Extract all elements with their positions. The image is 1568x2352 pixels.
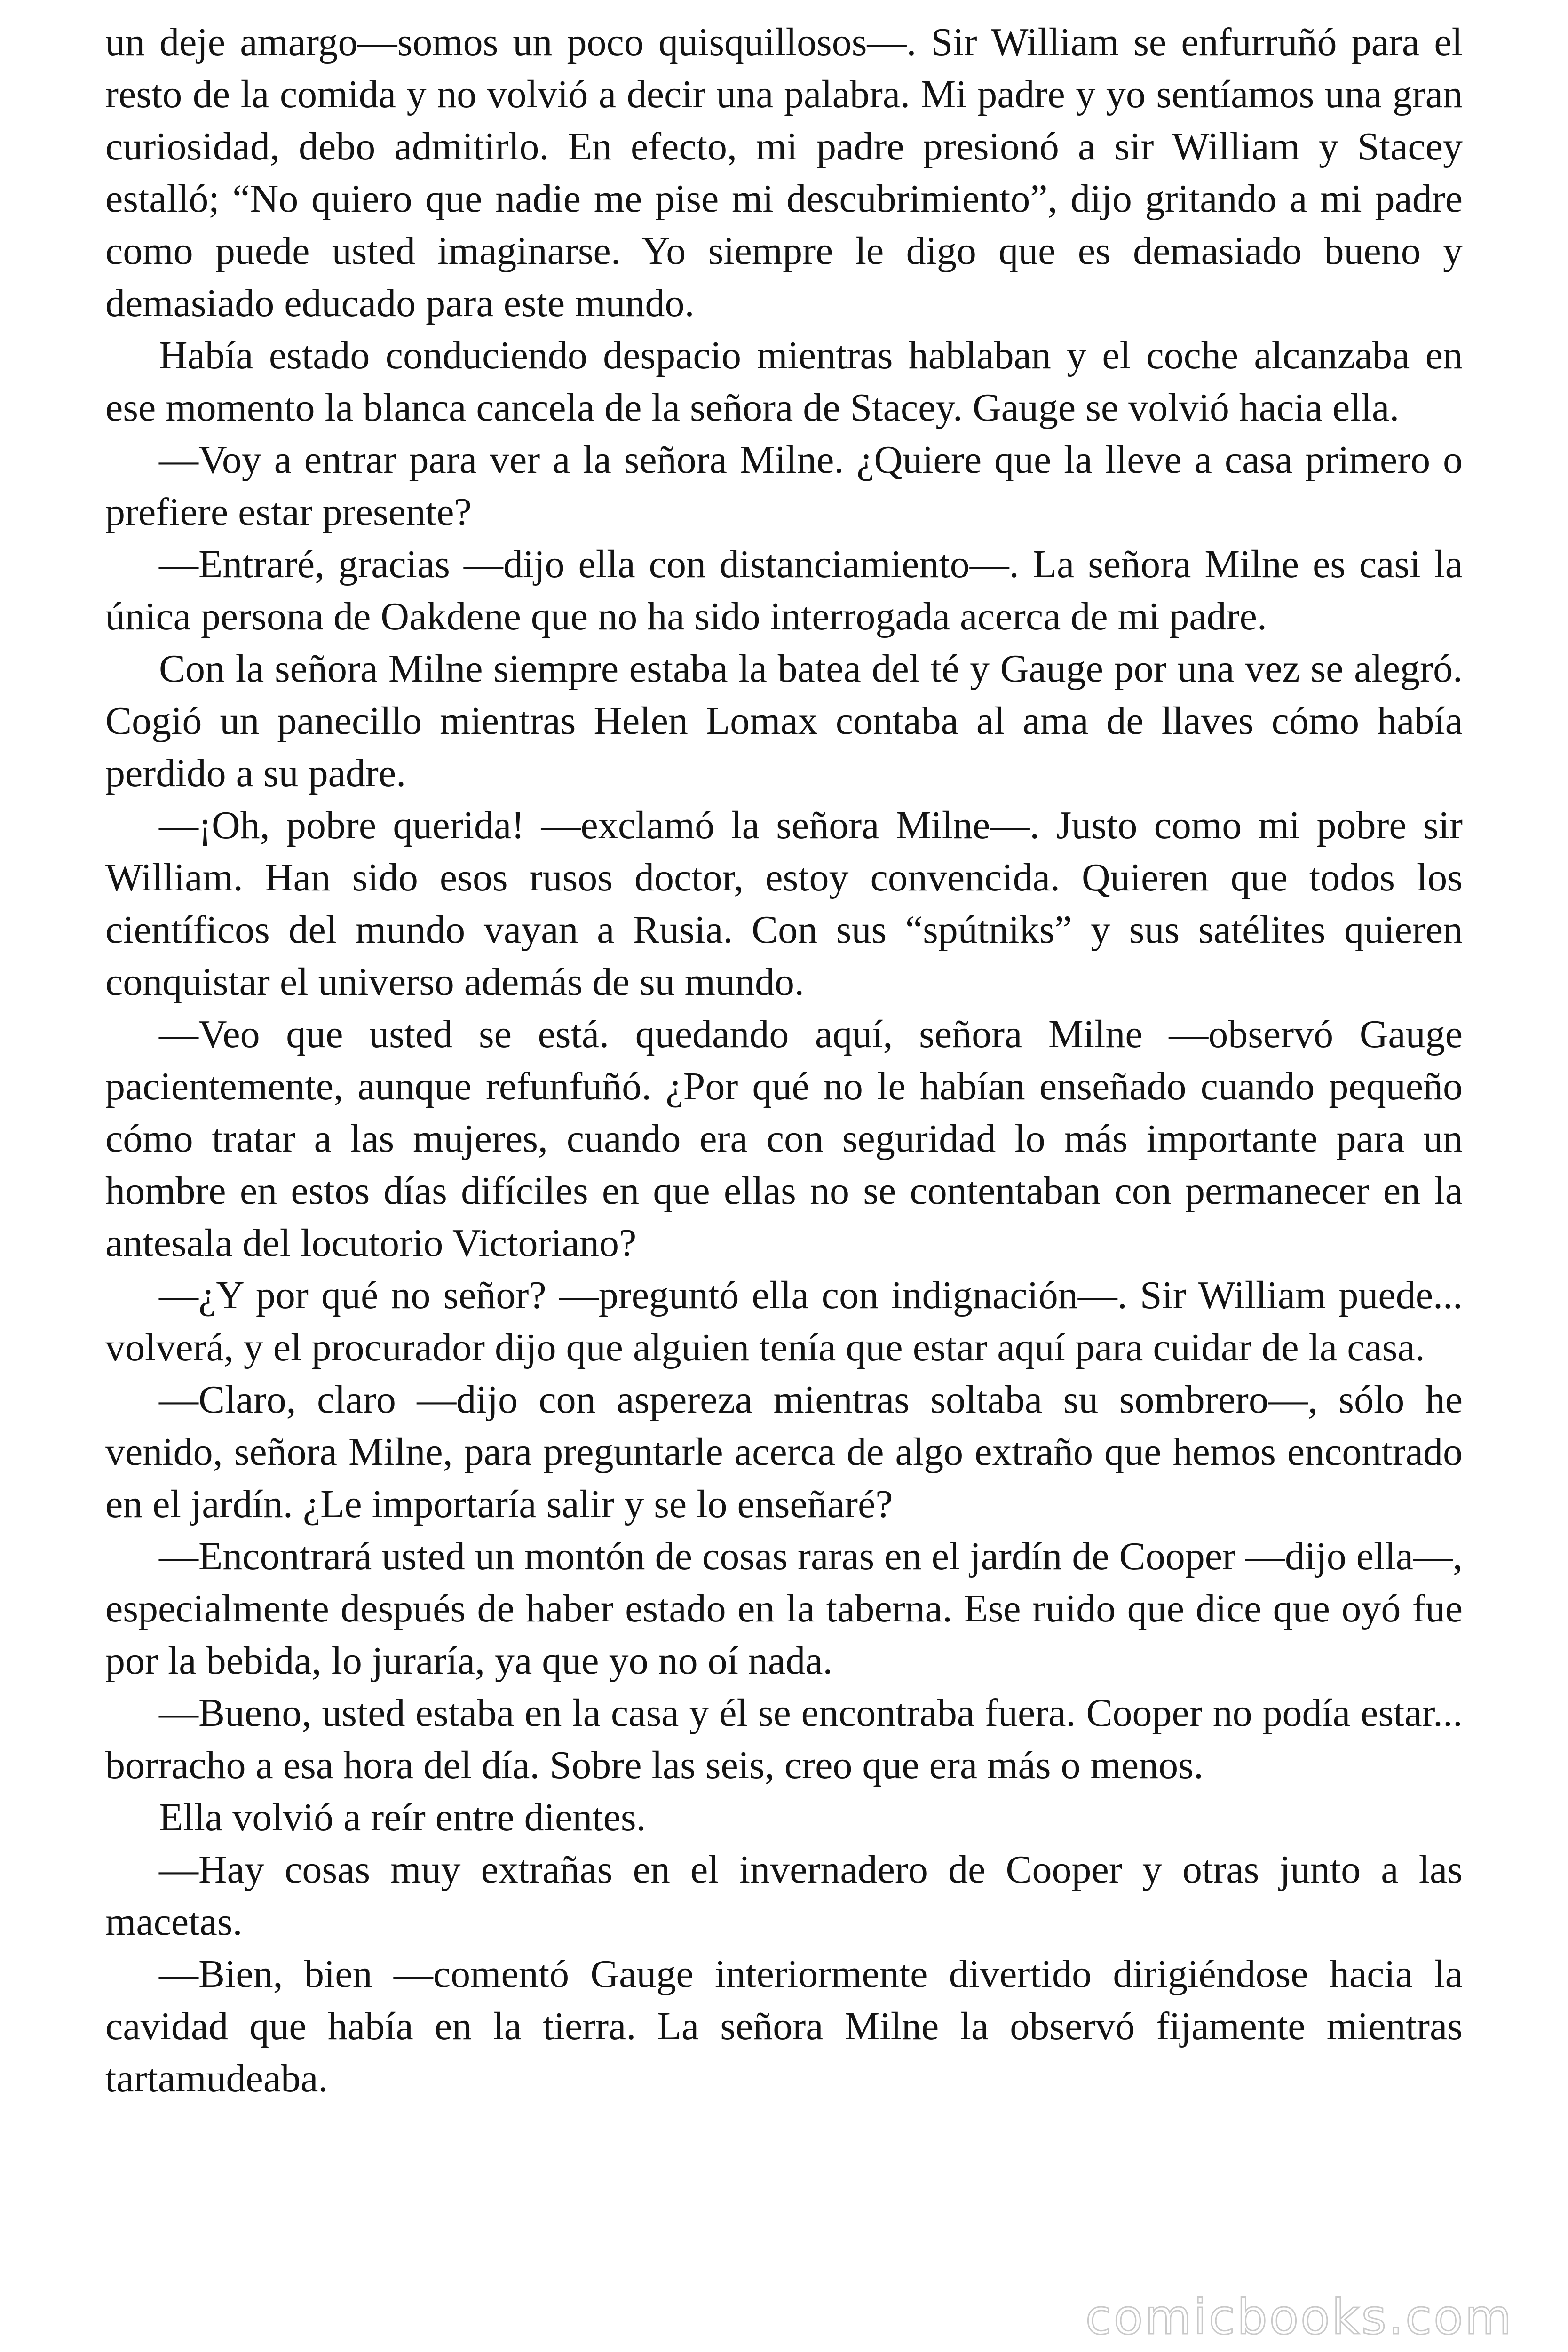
paragraph: Con la señora Milne siempre estaba la batea del té y Gauge por una vez se alegró. Cogió un panecillo mientras Helen Lomax contaba al ama de llaves cómo había perdido a su padre. (105, 647, 1463, 795)
paragraph: Ella volvió a reír entre dientes. (159, 1796, 646, 1839)
paragraph: —Bueno, usted estaba en la casa y él se encontraba fuera. Cooper no podía estar... borracho a esa hora del día. Sobre las seis, creo que era más o menos. (105, 1691, 1463, 1787)
paragraph: —Entraré, gracias —dijo ella con distanciamiento—. La señora Milne es casi la única persona de Oakdene que no ha sido interrogada acerca de mi padre. (105, 542, 1463, 638)
paragraph: —Encontrará usted un montón de cosas raras en el jardín de Cooper —dijo ella—, especialmente después de haber estado en la taberna. Ese ruido que dice que oyó fue por la bebida, lo juraría, ya que yo no oí nada. (105, 1534, 1463, 1683)
paragraph: —Claro, claro —dijo con aspereza mientras soltaba su sombrero—, sólo he venido, señora Milne, para preguntarle acerca de algo extraño que hemos encontrado en el jardín. ¿Le importaría salir y se lo enseñaré? (105, 1378, 1463, 1526)
paragraph: —Voy a entrar para ver a la señora Milne. ¿Quiere que la lleve a casa primero o prefiere estar presente? (105, 438, 1463, 534)
document-page (105, 16, 1463, 2105)
paragraph: un deje amargo—somos un poco quisquillosos—. Sir William se enfurruñó para el resto de la comida y no volvió a decir una palabra. Mi padre y yo sentíamos una gran curiosidad, debo admitirlo. En efecto, mi padre presionó a sir William y Stacey estalló; “No quiero que nadie me pise mi descubrimiento”, dijo gritando a mi padre como puede usted imaginarse. Yo siempre le digo que es demasiado bueno y demasiado educado para este mundo. (105, 20, 1463, 325)
paragraph: —Veo que usted se está. quedando aquí, señora Milne —observó Gauge pacientemente, aunque refunfuñó. ¿Por qué no le habían enseñado cuando pequeño cómo tratar a las mujeres, cuando era con seguridad lo más importante para un hombre en estos días difíciles en que ellas no se contentaban con permanecer en la antesala del locutorio Victoriano? (105, 1012, 1463, 1265)
paragraph: —Hay cosas muy extrañas en el invernadero de Cooper y otras junto a las macetas. (105, 1848, 1463, 1944)
paragraph: Había estado conduciendo despacio mientras hablaban y el coche alcanzaba en ese momento la blanca cancela de la señora de Stacey. Gauge se volvió hacia ella. (105, 334, 1463, 429)
paragraph: —¡Oh, pobre querida! —exclamó la señora Milne—. Justo como mi pobre sir William. Han sido esos rusos doctor, estoy convencida. Quieren que todos los científicos del mundo vayan a Rusia. Con sus “spútniks” y sus satélites quieren conquistar el universo además de su mundo. (105, 803, 1463, 1004)
paragraph: —¿Y por qué no señor? —preguntó ella con indignación—. Sir William puede... volverá, y el procurador dijo que alguien tenía que estar aquí para cuidar de la casa. (105, 1273, 1463, 1369)
site-watermark: comicbooks.com (1085, 2289, 1513, 2345)
paragraph: —Bien, bien —comentó Gauge interiormente divertido dirigiéndose hacia la cavidad que había en la tierra. La señora Milne la observó fijamente mientras tartamudeaba. (105, 1952, 1463, 2100)
